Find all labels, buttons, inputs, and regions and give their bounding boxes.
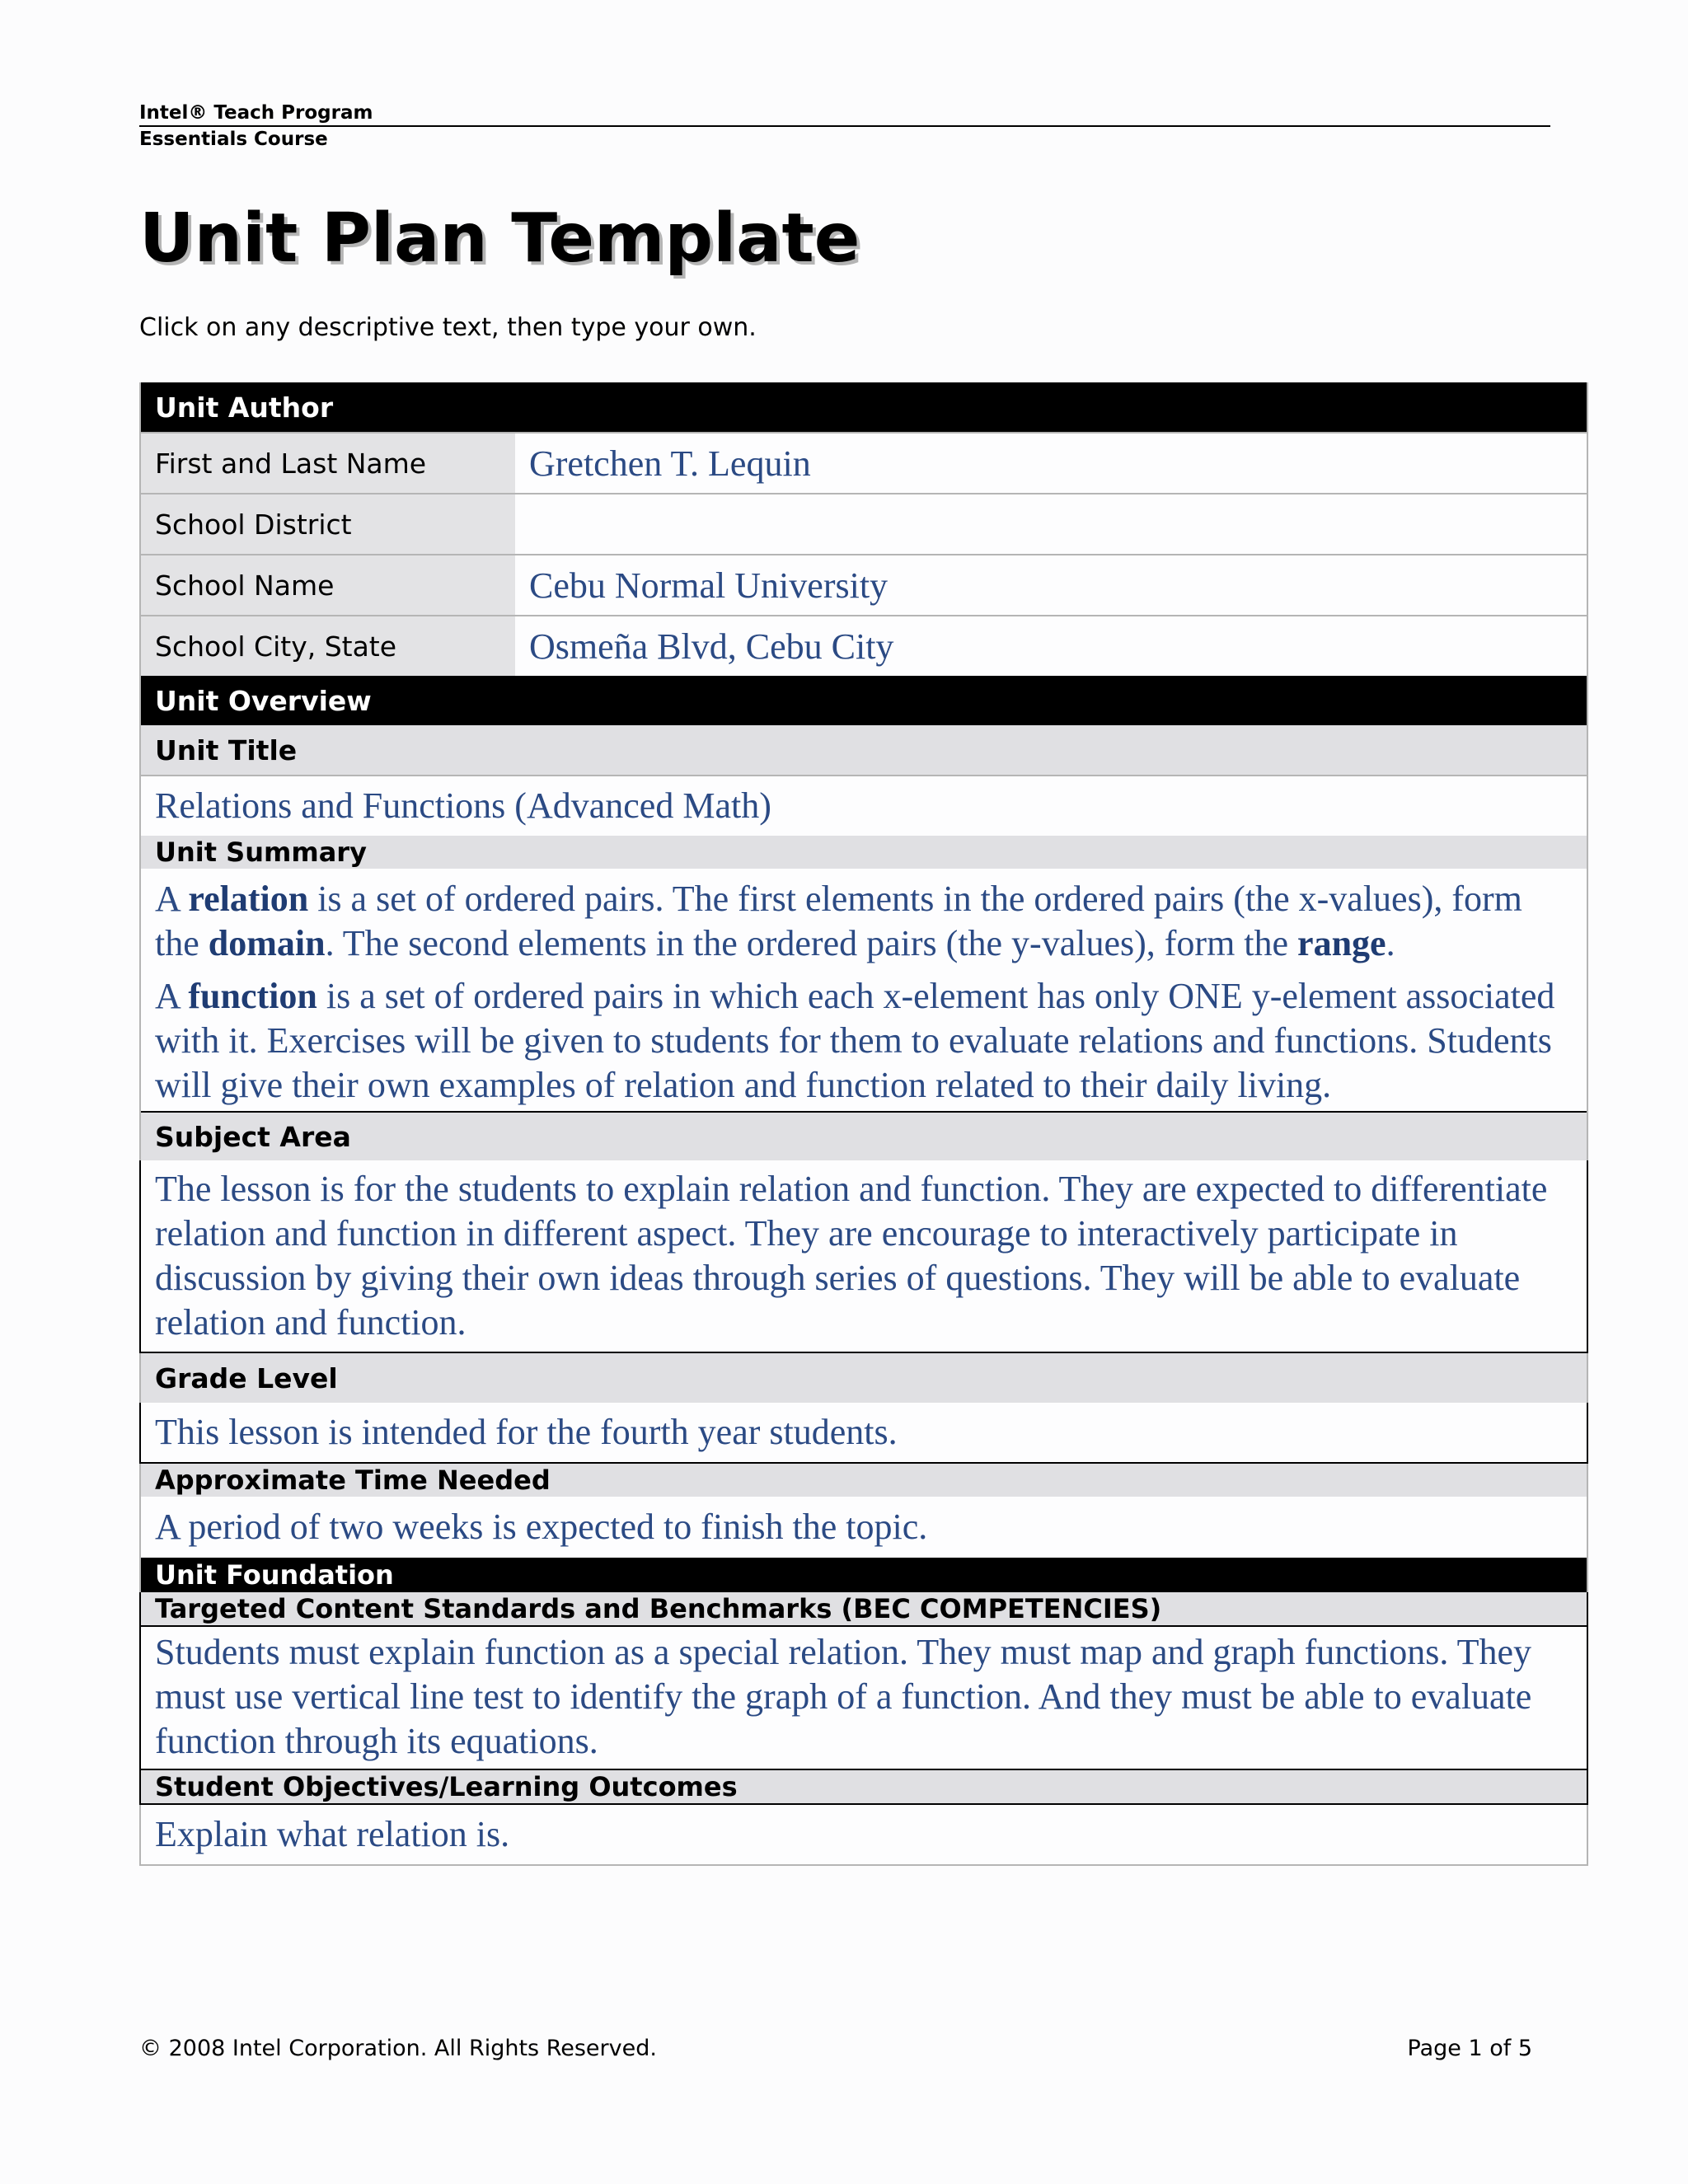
unit-author-heading: Unit Author xyxy=(141,382,1587,432)
objectives-field[interactable]: Explain what relation is. xyxy=(141,1805,1587,1864)
subject-area-label: Subject Area xyxy=(141,1111,1587,1160)
footer-page-number: Page 1 of 5 xyxy=(1407,2036,1532,2061)
unit-foundation-heading: Unit Foundation xyxy=(141,1558,1587,1592)
unit-overview-heading: Unit Overview xyxy=(141,676,1587,725)
term-function: function xyxy=(188,976,317,1016)
unit-title-field[interactable]: Relations and Functions (Advanced Math) xyxy=(141,775,1587,836)
unit-title-label: Unit Title xyxy=(141,725,1587,775)
school-district-field[interactable] xyxy=(515,494,1587,554)
footer-copyright: © 2008 Intel Corporation. All Rights Reserved. xyxy=(139,2036,657,2061)
summary-paragraph-2: A function is a set of ordered pairs in which each x-element has only ONE y-element associated with it. Exercises will be given to students for them to evaluate relations and functions. Students will give their own examples of relation and function related to their daily living. xyxy=(155,976,1555,1105)
grade-level-label: Grade Level xyxy=(141,1353,1587,1403)
author-name-field[interactable]: Gretchen T. Lequin xyxy=(515,434,1587,493)
school-city-row xyxy=(141,615,1587,676)
unit-plan-table xyxy=(139,382,1588,1866)
school-city-field[interactable]: Osmeña Blvd, Cebu City xyxy=(515,616,1587,676)
term-range: range xyxy=(1297,923,1386,963)
grade-level-field[interactable]: This lesson is intended for the fourth year students. xyxy=(139,1403,1588,1464)
objectives-label: Student Objectives/Learning Outcomes xyxy=(139,1770,1588,1805)
time-needed-field[interactable]: A period of two weeks is expected to finish the topic. xyxy=(141,1497,1587,1558)
unit-summary-label: Unit Summary xyxy=(141,836,1587,869)
unit-summary-field[interactable] xyxy=(141,869,1587,1111)
author-name-row xyxy=(141,432,1587,493)
author-name-label: First and Last Name xyxy=(141,434,515,493)
document-title: Unit Plan Template xyxy=(139,199,860,278)
page-header xyxy=(139,99,1550,150)
school-city-label: School City, State xyxy=(141,616,515,676)
school-district-label: School District xyxy=(141,494,515,554)
header-program: Intel® Teach Program xyxy=(139,102,373,124)
standards-field[interactable]: Students must explain function as a special relation. They must map and graph functions. They must use vertical line test to identify the graph of a function. And they must be able to evaluate function through its equations. xyxy=(139,1627,1588,1770)
subject-area-field[interactable]: The lesson is for the students to explain relation and function. They are expected to differentiate relation and function in different aspect. They are encourage to interactively participate in discussion by giving their own ideas through series of questions. They will be able to evaluate relation and function. xyxy=(139,1160,1588,1353)
page-footer xyxy=(139,2034,1532,2064)
school-name-label: School Name xyxy=(141,555,515,615)
school-district-row xyxy=(141,493,1587,554)
term-relation: relation xyxy=(188,879,309,919)
school-name-field[interactable]: Cebu Normal University xyxy=(515,555,1587,615)
summary-paragraph-1: A relation is a set of ordered pairs. The first elements in the ordered pairs (the x-values), form the domain. The second elements in the ordered pairs (the y-values), form the range. xyxy=(155,879,1522,963)
term-domain: domain xyxy=(208,923,326,963)
standards-label: Targeted Content Standards and Benchmarks (BEC COMPETENCIES) xyxy=(139,1592,1588,1627)
time-needed-label: Approximate Time Needed xyxy=(141,1464,1587,1497)
header-course: Essentials Course xyxy=(139,129,328,150)
school-name-row xyxy=(141,554,1587,615)
header-rule xyxy=(139,125,1550,127)
instructions-text: Click on any descriptive text, then type your own. xyxy=(139,313,757,342)
